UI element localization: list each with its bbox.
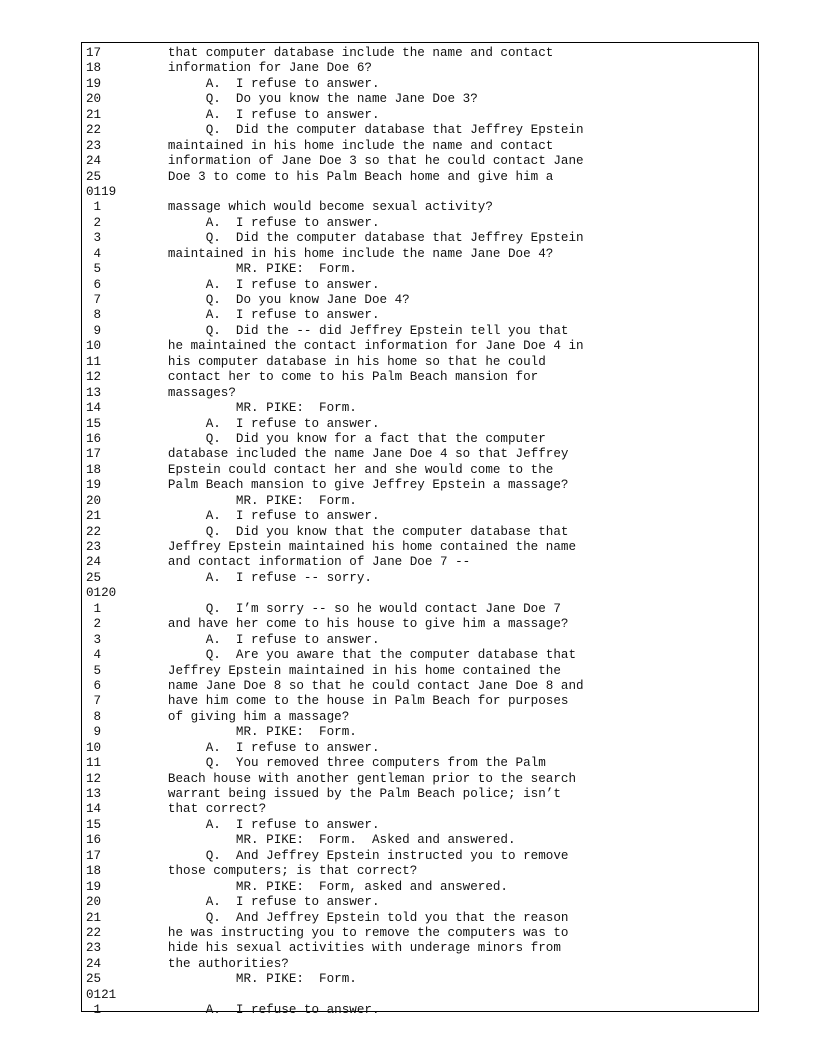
line-text: MR. PIKE: Form. Asked and answered.: [115, 833, 516, 848]
line-number: 20: [86, 92, 102, 107]
line-text: MR. PIKE: Form, asked and answered.: [115, 879, 508, 894]
line-text: the authorities?: [115, 956, 289, 971]
line-number: 20: [86, 895, 102, 910]
transcript-page: [81, 42, 759, 1018]
line-number: 12: [86, 370, 102, 385]
line-text: Q. Did the -- did Jeffrey Epstein tell you that: [115, 323, 569, 338]
line-text: he was instructing you to remove the computers was to: [115, 925, 569, 940]
line-text: have him come to the house in Palm Beach for purposes: [115, 694, 569, 709]
transcript-line: [86, 725, 754, 740]
line-number: 7: [86, 694, 102, 709]
line-text: and contact information of Jane Doe 7 --: [115, 555, 471, 570]
line-number: 0120: [86, 586, 117, 601]
line-text: A. I refuse to answer.: [115, 895, 380, 910]
line-number: 25: [86, 972, 102, 987]
transcript-line: [86, 648, 754, 663]
line-number: 13: [86, 787, 102, 801]
line-text: that computer database include the name and contact: [115, 46, 554, 60]
line-text: information for Jane Doe 6?: [115, 61, 372, 76]
line-number: 18: [86, 462, 102, 477]
line-text: database included the name Jane Doe 4 so that Jeffrey: [115, 447, 569, 462]
line-text: Q. And Jeffrey Epstein instructed you to remove: [115, 848, 569, 863]
transcript-line: [86, 926, 754, 941]
transcript-line: [86, 386, 754, 401]
transcript-line: [86, 972, 754, 987]
transcript-line: [86, 957, 754, 972]
transcript-line: [86, 262, 754, 277]
transcript-line: [86, 278, 754, 293]
transcript-line: [86, 571, 754, 586]
transcript-line: [86, 679, 754, 694]
line-text: Q. Are you aware that the computer database that: [115, 648, 577, 663]
line-text: MR. PIKE: Form.: [115, 972, 357, 987]
line-text: MR. PIKE: Form.: [115, 725, 357, 740]
line-text: MR. PIKE: Form.: [115, 262, 357, 277]
line-text: massage which would become sexual activity?: [115, 200, 493, 215]
line-number: 5: [86, 663, 102, 678]
line-text: A. I refuse to answer.: [115, 416, 380, 431]
line-text: Q. Did the computer database that Jeffrey Epstein: [115, 231, 584, 246]
line-text: Q. You removed three computers from the Palm: [115, 756, 546, 771]
line-text: A. I refuse to answer.: [115, 632, 380, 647]
transcript-line: [86, 355, 754, 370]
line-number: 24: [86, 154, 102, 169]
transcript-line: [86, 447, 754, 462]
line-number: 8: [86, 709, 102, 724]
line-number: 17: [86, 46, 102, 60]
line-number: 20: [86, 493, 102, 508]
line-number: 14: [86, 802, 102, 817]
transcript-line: [86, 540, 754, 555]
line-number: 3: [86, 632, 102, 647]
transcript-line: [86, 478, 754, 493]
transcript-line: [86, 308, 754, 323]
line-text: warrant being issued by the Palm Beach police; isn’t: [115, 787, 561, 801]
line-number: 17: [86, 447, 102, 462]
line-text: MR. PIKE: Form.: [115, 493, 357, 508]
transcript-line: [86, 525, 754, 540]
transcript-line: [86, 787, 754, 802]
transcript-line: [86, 602, 754, 617]
line-number: 16: [86, 833, 102, 848]
line-text: Q. Did you know that the computer database that: [115, 524, 569, 539]
line-number: 19: [86, 478, 102, 493]
line-number: 19: [86, 879, 102, 894]
transcript-line: [86, 370, 754, 385]
line-number: 18: [86, 864, 102, 879]
line-text: Palm Beach mansion to give Jeffrey Epstein a massage?: [115, 478, 569, 493]
line-text: A. I refuse to answer.: [115, 509, 380, 524]
line-number: 15: [86, 416, 102, 431]
transcript-line: [86, 417, 754, 432]
transcript-line: [86, 586, 754, 601]
transcript-line: [86, 185, 754, 200]
line-number: 3: [86, 231, 102, 246]
transcript-line: [86, 633, 754, 648]
line-text: A. I refuse to answer.: [115, 107, 380, 122]
line-text: he maintained the contact information for Jane Doe 4 in: [115, 339, 584, 354]
line-number: 0119: [86, 184, 117, 199]
line-text: contact her to come to his Palm Beach mansion for: [115, 370, 539, 385]
transcript-line: [86, 509, 754, 524]
transcript-line: [86, 802, 754, 817]
line-number: 10: [86, 740, 102, 755]
line-number: 12: [86, 771, 102, 786]
transcript-line: [86, 231, 754, 246]
transcript-line: [86, 818, 754, 833]
line-number: 19: [86, 76, 102, 91]
line-text: Q. Did the computer database that Jeffrey Epstein: [115, 123, 584, 138]
transcript-line: [86, 741, 754, 756]
line-number: 4: [86, 648, 102, 663]
line-number: 1: [86, 1003, 102, 1018]
line-number: 15: [86, 817, 102, 832]
transcript-line: [86, 108, 754, 123]
line-text: Beach house with another gentleman prior to the search: [115, 771, 577, 786]
transcript-line: [86, 339, 754, 354]
line-text: Q. And Jeffrey Epstein told you that the reason: [115, 910, 569, 925]
transcript-line: [86, 694, 754, 709]
transcript-line: [86, 432, 754, 447]
transcript-line: [86, 247, 754, 262]
line-number: 0121: [86, 987, 117, 1002]
transcript-line: [86, 123, 754, 138]
line-text: Q. Do you know Jane Doe 4?: [115, 293, 410, 307]
line-number: 22: [86, 123, 102, 138]
line-number: 21: [86, 107, 102, 122]
transcript-line: [86, 200, 754, 215]
line-number: 25: [86, 570, 102, 585]
transcript-line: [86, 864, 754, 879]
transcript-line: [86, 664, 754, 679]
line-text: and have her come to his house to give him a massage?: [115, 617, 569, 632]
line-text: those computers; is that correct?: [115, 864, 418, 879]
line-number: 5: [86, 262, 102, 277]
line-text: Jeffrey Epstein maintained in his home contained the: [115, 663, 561, 678]
line-text: Q. Did you know for a fact that the computer: [115, 431, 546, 446]
line-number: 4: [86, 246, 102, 261]
transcript-line: [86, 463, 754, 478]
line-text: A. I refuse to answer.: [115, 76, 380, 91]
line-number: 1: [86, 601, 102, 616]
line-number: 2: [86, 215, 102, 230]
transcript-line: [86, 555, 754, 570]
transcript-line: [86, 710, 754, 725]
line-text: A. I refuse -- sorry.: [115, 570, 372, 585]
line-number: 22: [86, 925, 102, 940]
line-text: his computer database in his home so that he could: [115, 354, 546, 369]
line-text: maintained in his home include the name and contact: [115, 138, 554, 153]
line-text: hide his sexual activities with underage minors from: [115, 941, 561, 956]
line-number: 6: [86, 277, 102, 292]
line-number: 13: [86, 385, 102, 400]
line-number: 6: [86, 678, 102, 693]
line-text: information of Jane Doe 3 so that he could contact Jane: [115, 154, 584, 169]
line-text: Q. I’m sorry -- so he would contact Jane Doe 7: [115, 601, 561, 616]
line-text: massages?: [115, 385, 236, 400]
line-text: Jeffrey Epstein maintained his home contained the name: [115, 540, 577, 554]
transcript-lines: [86, 46, 754, 1019]
transcript-line: [86, 756, 754, 771]
transcript-line: [86, 849, 754, 864]
line-text: of giving him a massage?: [115, 709, 350, 724]
transcript-line: [86, 46, 754, 61]
transcript-line: [86, 617, 754, 632]
transcript-line: [86, 772, 754, 787]
transcript-line: [86, 139, 754, 154]
line-text: A. I refuse to answer.: [115, 817, 380, 832]
transcript-line: [86, 154, 754, 169]
line-text: name Jane Doe 8 so that he could contact Jane Doe 8 and: [115, 678, 584, 693]
line-number: 23: [86, 540, 102, 554]
line-text: MR. PIKE: Form.: [115, 401, 357, 416]
line-text: A. I refuse to answer.: [115, 215, 380, 230]
line-number: 21: [86, 509, 102, 524]
line-text: Epstein could contact her and she would come to the: [115, 462, 554, 477]
transcript-line: [86, 833, 754, 848]
line-text: Q. Do you know the name Jane Doe 3?: [115, 92, 478, 107]
line-number: 24: [86, 555, 102, 570]
transcript-line: [86, 880, 754, 895]
line-text: A. I refuse to answer.: [115, 740, 380, 755]
transcript-line: [86, 61, 754, 76]
transcript-line: [86, 92, 754, 107]
line-number: 22: [86, 524, 102, 539]
line-number: 9: [86, 323, 102, 338]
line-text: Doe 3 to come to his Palm Beach home and give him a: [115, 169, 554, 184]
line-number: 1: [86, 200, 102, 215]
line-text: A. I refuse to answer.: [115, 308, 380, 323]
transcript-line: [86, 911, 754, 926]
line-text: that correct?: [115, 802, 267, 817]
transcript-line: [86, 941, 754, 956]
transcript-line: [86, 494, 754, 509]
line-number: 17: [86, 848, 102, 863]
line-number: 18: [86, 61, 102, 76]
transcript-line: [86, 988, 754, 1003]
line-number: 9: [86, 725, 102, 740]
line-number: 10: [86, 339, 102, 354]
line-number: 24: [86, 956, 102, 971]
line-number: 25: [86, 169, 102, 184]
transcript-line: [86, 293, 754, 308]
line-number: 14: [86, 401, 102, 416]
line-number: 23: [86, 138, 102, 153]
transcript-line: [86, 216, 754, 231]
line-text: A. I refuse to answer.: [115, 1003, 380, 1018]
line-number: 11: [86, 756, 102, 771]
transcript-line: [86, 324, 754, 339]
line-text: A. I refuse to answer.: [115, 277, 380, 292]
line-number: 16: [86, 431, 102, 446]
line-number: 21: [86, 910, 102, 925]
line-number: 11: [86, 354, 102, 369]
line-number: 8: [86, 308, 102, 323]
transcript-line: [86, 170, 754, 185]
transcript-line: [86, 895, 754, 910]
line-number: 23: [86, 941, 102, 956]
line-text: maintained in his home include the name Jane Doe 4?: [115, 246, 554, 261]
transcript-line: [86, 401, 754, 416]
transcript-line: [86, 77, 754, 92]
line-number: 2: [86, 617, 102, 632]
line-number: 7: [86, 293, 102, 307]
transcript-line: [86, 1003, 754, 1018]
